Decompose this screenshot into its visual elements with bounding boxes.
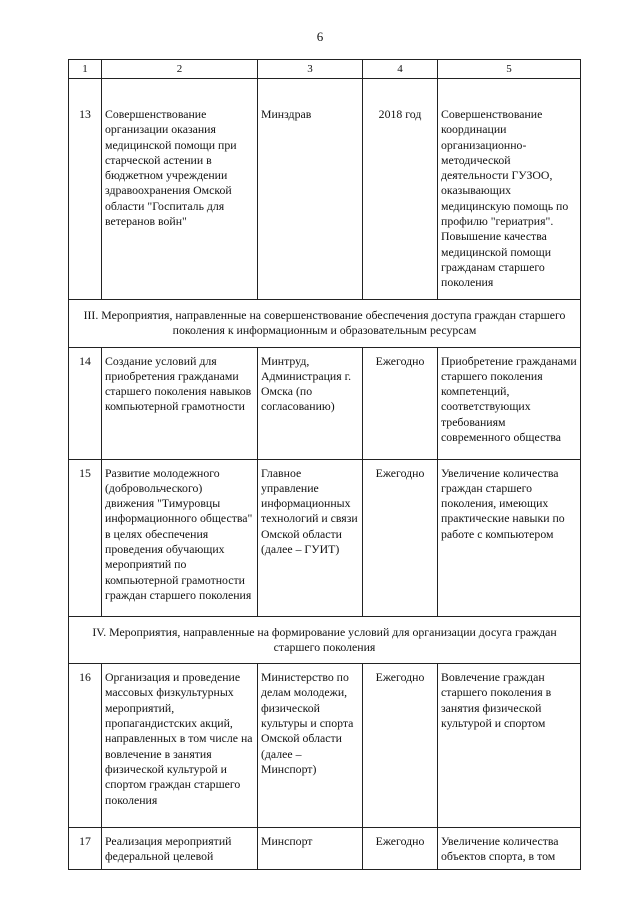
term: Ежегодно bbox=[363, 459, 438, 616]
column-number: 2 bbox=[102, 60, 258, 79]
measure-name: Совершенствование организации оказания медицинской помощи при старческой астении в бюджетном учреждении здравоохранения Омской области "Госпиталь для ветеранов войн" bbox=[102, 79, 258, 300]
column-number: 4 bbox=[363, 60, 438, 79]
executor: Минздрав bbox=[258, 79, 363, 300]
term: Ежегодно bbox=[363, 664, 438, 828]
expected-result: Вовлечение граждан старшего поколения в занятия физической культурой и спортом bbox=[438, 664, 581, 828]
section-heading-row bbox=[69, 300, 581, 348]
executor: Минтруд, Администрация г. Омска (по согласованию) bbox=[258, 347, 363, 459]
term: Ежегодно bbox=[363, 828, 438, 870]
executor: Министерство по делам молодежи, физической культуры и спорта Омской области (далее – Минспорт) bbox=[258, 664, 363, 828]
expected-result: Увеличение количества объектов спорта, в том bbox=[438, 828, 581, 870]
section-heading-row bbox=[69, 616, 581, 664]
column-number: 1 bbox=[69, 60, 102, 79]
table-row bbox=[69, 347, 581, 459]
table-row bbox=[69, 828, 581, 870]
row-number: 16 bbox=[69, 664, 102, 828]
row-number: 15 bbox=[69, 459, 102, 616]
expected-result: Совершенствование координации организационно-методической деятельности ГУЗОО, оказывающих медицинскую помощь по профилю "гериатрия". Повышение качества медицинской помощи гражданам старшего поколения bbox=[438, 79, 581, 300]
expected-result: Приобретение гражданами старшего поколения компетенций, соответствующих требованиям современного общества bbox=[438, 347, 581, 459]
term: Ежегодно bbox=[363, 347, 438, 459]
page-number: 6 bbox=[316, 29, 324, 44]
row-number: 17 bbox=[69, 828, 102, 870]
column-number: 3 bbox=[258, 60, 363, 79]
section-heading: IV. Мероприятия, направленные на формирование условий для организации досуга граждан старшего поколения bbox=[69, 616, 581, 664]
measures-table bbox=[68, 59, 581, 870]
table-row bbox=[69, 79, 581, 300]
executor: Главное управление информационных технологий и связи Омской области (далее – ГУИТ) bbox=[258, 459, 363, 616]
expected-result: Увеличение количества граждан старшего поколения, имеющих практические навыки по работе с компьютером bbox=[438, 459, 581, 616]
table-row bbox=[69, 664, 581, 828]
column-number-row bbox=[69, 60, 581, 79]
section-heading: III. Мероприятия, направленные на совершенствование обеспечения доступа граждан старшего поколения к информационным и образовательным ресурсам bbox=[69, 300, 581, 348]
executor: Минспорт bbox=[258, 828, 363, 870]
row-number: 14 bbox=[69, 347, 102, 459]
measure-name: Реализация мероприятий федеральной целевой bbox=[102, 828, 258, 870]
term: 2018 год bbox=[363, 79, 438, 300]
measure-name: Организация и проведение массовых физкультурных мероприятий, пропагандистских акций, направленных в том числе на вовлечение в занятия физической культурой и спортом граждан старшего поколения bbox=[102, 664, 258, 828]
row-number: 13 bbox=[69, 79, 102, 300]
measure-name: Развитие молодежного (добровольческого) движения "Тимуровцы информационного общества" в целях обеспечения проведения обучающих мероприятий по компьютерной грамотности граждан старшего поколения bbox=[102, 459, 258, 616]
table-row bbox=[69, 459, 581, 616]
measure-name: Создание условий для приобретения гражданами старшего поколения навыков компьютерной грамотности bbox=[102, 347, 258, 459]
column-number: 5 bbox=[438, 60, 581, 79]
